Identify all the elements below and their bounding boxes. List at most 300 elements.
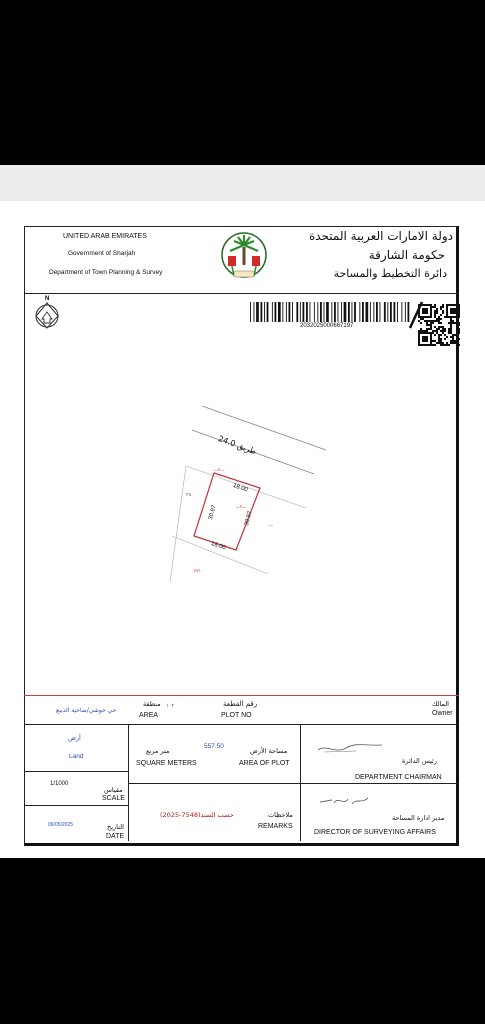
qr-module [430, 306, 432, 308]
qr-module [434, 334, 436, 336]
qr-module [440, 340, 442, 342]
area-ar-label: منطقة [143, 700, 161, 708]
qr-module [458, 316, 460, 318]
qr-module [422, 344, 424, 346]
qr-module [426, 308, 428, 310]
qr-module [420, 344, 422, 346]
barcode-bar [289, 302, 291, 322]
government-en: Government of Sharjah [68, 250, 136, 257]
qr-module [434, 330, 436, 332]
qr-module [428, 328, 430, 330]
qr-module [442, 304, 444, 306]
remarks-en-label: REMARKS [258, 823, 293, 830]
qr-module [430, 332, 432, 334]
government-ar: حكومة الشارقة [368, 248, 445, 262]
qr-module [452, 340, 454, 342]
qr-module [444, 316, 446, 318]
qr-module [446, 344, 448, 346]
qr-module [438, 334, 440, 336]
qr-module [444, 338, 446, 340]
remarks-ar-label: ملاحظات [268, 811, 293, 819]
qr-module [450, 336, 452, 338]
header-divider [24, 293, 459, 294]
qr-module [454, 322, 456, 324]
barcode-bar [250, 302, 251, 322]
qr-module [458, 344, 460, 346]
sharjah-emblem-icon [218, 229, 270, 285]
barcode-bar [326, 302, 329, 322]
dimension-top: 18.00 [232, 483, 249, 494]
qr-module [432, 340, 434, 342]
qr-module [446, 306, 448, 308]
barcode-bar [286, 302, 287, 322]
qr-module [442, 330, 444, 332]
qr-module [426, 340, 428, 342]
qr-module [450, 308, 452, 310]
qr-module [456, 328, 458, 330]
qr-module [452, 310, 454, 312]
qr-module [430, 310, 432, 312]
dimension-left: 30.97 [208, 504, 218, 521]
qr-module [420, 318, 422, 320]
qr-module [424, 336, 426, 338]
qr-module [422, 312, 424, 314]
qr-module [452, 320, 454, 322]
svg-text:ٮ٠: ٮ٠ [267, 522, 273, 527]
qr-module [418, 308, 420, 310]
qr-module [446, 310, 448, 312]
barcode-bar [256, 302, 259, 322]
barcode-bar [261, 302, 263, 322]
middle-divider [128, 783, 300, 784]
sqm-en-label: SQUARE METERS [136, 760, 197, 767]
qr-module [418, 316, 420, 318]
area-of-plot-value: 557.50 [204, 743, 224, 750]
qr-module [424, 340, 426, 342]
barcode-bar [341, 302, 342, 322]
barcode-bar [338, 302, 339, 322]
country-en: UNITED ARAB EMIRATES [63, 233, 147, 240]
qr-module [424, 310, 426, 312]
qr-module [428, 316, 430, 318]
qr-module [422, 304, 424, 306]
scale-top-divider [24, 771, 128, 772]
qr-module [456, 316, 458, 318]
qr-module [420, 328, 422, 330]
qr-module [438, 316, 440, 318]
qr-module [430, 336, 432, 338]
qr-module [438, 342, 440, 344]
qr-module [418, 344, 420, 346]
qr-module [420, 304, 422, 306]
date-top-divider [24, 805, 128, 806]
qr-module [422, 336, 424, 338]
qr-module [418, 332, 420, 334]
chairman-ar-label: رئيس الدائرة [402, 757, 438, 765]
barcode-bar [267, 302, 269, 322]
qr-module [452, 308, 454, 310]
qr-module [430, 316, 432, 318]
remarks-value: حسب السند(7548-2025) [160, 811, 234, 819]
qr-module [450, 330, 452, 332]
qr-module [430, 342, 432, 344]
qr-module [452, 312, 454, 314]
qr-module [448, 328, 450, 330]
qr-module [458, 324, 460, 326]
qr-module [442, 332, 444, 334]
qr-module [438, 320, 440, 322]
qr-module [432, 320, 434, 322]
qr-module [458, 310, 460, 312]
qr-module [426, 310, 428, 312]
qr-module [438, 336, 440, 338]
barcode-bar [303, 302, 305, 322]
qr-module [422, 310, 424, 312]
department-en: Department of Town Planning & Survey [49, 269, 163, 276]
qr-module [424, 316, 426, 318]
area-code: ١٠٢ [166, 703, 175, 709]
qr-module [420, 332, 422, 334]
qr-module [430, 324, 432, 326]
qr-module [454, 308, 456, 310]
qr-module [440, 322, 442, 324]
qr-module [440, 314, 442, 316]
qr-module [452, 336, 454, 338]
qr-module [434, 326, 436, 328]
qr-module [418, 304, 420, 306]
qr-module [420, 322, 422, 324]
barcode-bar [278, 302, 281, 322]
svg-text:ٮ٣ٮ: ٮ٣ٮ [236, 504, 246, 509]
qr-module [444, 328, 446, 330]
qr-module [458, 328, 460, 330]
qr-module [452, 316, 454, 318]
qr-module [420, 316, 422, 318]
qr-module [430, 314, 432, 316]
scale-ar-label: مقياس [104, 786, 123, 794]
qr-module [418, 312, 420, 314]
qr-module [454, 334, 456, 336]
date-ar-label: التاريخ [107, 823, 124, 831]
qr-module [422, 340, 424, 342]
qr-module [418, 336, 420, 338]
qr-module [458, 308, 460, 310]
qr-module [446, 314, 448, 316]
qr-module [446, 304, 448, 306]
qr-module [430, 312, 432, 314]
barcode-bar [300, 302, 301, 322]
land-type-ar: أرض [68, 734, 81, 742]
qr-module [448, 322, 450, 324]
qr-module [438, 338, 440, 340]
qr-module [440, 330, 442, 332]
qr-module [426, 324, 428, 326]
qr-module [444, 344, 446, 346]
qr-module [436, 342, 438, 344]
qr-module [444, 330, 446, 332]
qr-module [422, 308, 424, 310]
qr-module [448, 330, 450, 332]
qr-module [438, 326, 440, 328]
qr-module [430, 320, 432, 322]
qr-module [424, 344, 426, 346]
qr-module [422, 332, 424, 334]
qr-module [430, 340, 432, 342]
qr-module [440, 342, 442, 344]
qr-module [448, 344, 450, 346]
barcode-bar [362, 302, 364, 322]
qr-module [426, 336, 428, 338]
qr-module [428, 344, 430, 346]
qr-module [450, 326, 452, 328]
qr-module [452, 342, 454, 344]
qr-module [426, 312, 428, 314]
qr-module [418, 342, 420, 344]
qr-module [450, 322, 452, 324]
plot-no-ar-label: رقم القطعة [223, 700, 258, 708]
qr-module [440, 306, 442, 308]
qr-module [448, 316, 450, 318]
chairman-bottom-divider [300, 783, 459, 784]
qr-module [450, 310, 452, 312]
qr-module [426, 304, 428, 306]
qr-module [418, 334, 420, 336]
qr-module [452, 304, 454, 306]
plot-plan [24, 406, 354, 606]
svg-text:N: N [45, 296, 50, 302]
barcode-bar [292, 302, 293, 322]
qr-module [452, 338, 454, 340]
director-ar-label: مدير ادارة المساحة [392, 814, 445, 822]
qr-module [430, 326, 432, 328]
qr-module [428, 324, 430, 326]
qr-module [456, 320, 458, 322]
qr-module [458, 304, 460, 306]
document-sheet [0, 201, 485, 858]
owner-en-label: Owner [432, 710, 453, 717]
qr-module [430, 328, 432, 330]
barcode-bar [264, 302, 265, 322]
qr-module [424, 304, 426, 306]
qr-module [430, 322, 432, 324]
qr-module [446, 312, 448, 314]
qr-module [446, 316, 448, 318]
qr-module [456, 304, 458, 306]
qr-module [454, 304, 456, 306]
qr-module [458, 332, 460, 334]
owner-ar-label: المالك [432, 700, 449, 708]
barcode-bar [384, 302, 386, 322]
qr-module [440, 338, 442, 340]
qr-module [426, 332, 428, 334]
qr-module [458, 306, 460, 308]
barcode-bar [370, 302, 371, 322]
qr-module [432, 330, 434, 332]
barcode-icon [250, 302, 410, 322]
qr-module [424, 338, 426, 340]
qr-module [442, 326, 444, 328]
qr-module [422, 330, 424, 332]
qr-module [446, 342, 448, 344]
qr-module [448, 332, 450, 334]
qr-module [442, 306, 444, 308]
qr-module [434, 314, 436, 316]
qr-module [424, 308, 426, 310]
barcode-bar [272, 302, 273, 322]
qr-module [436, 310, 438, 312]
qr-module [420, 330, 422, 332]
qr-module [434, 344, 436, 346]
sqm-ar-label: متر مربع [146, 747, 170, 755]
qr-module [442, 342, 444, 344]
qr-module [418, 340, 420, 342]
qr-module [418, 320, 420, 322]
qr-module [442, 328, 444, 330]
qr-module [454, 340, 456, 342]
qr-module [458, 330, 460, 332]
qr-module [450, 324, 452, 326]
qr-module [436, 308, 438, 310]
qr-module [418, 314, 420, 316]
qr-module [428, 304, 430, 306]
qr-module [458, 314, 460, 316]
barcode-bar [310, 302, 311, 322]
barcode-bar [397, 302, 398, 322]
qr-module [458, 338, 460, 340]
qr-module [450, 304, 452, 306]
barcode-bar [401, 302, 402, 322]
qr-module [436, 318, 438, 320]
dimension-right: 30.97 [244, 510, 254, 527]
area-value: حي حوشي/ضاحية الذيبع [56, 707, 117, 714]
barcode-bar [394, 302, 396, 322]
barcode-bar [348, 302, 350, 322]
qr-module [424, 332, 426, 334]
qr-module [430, 344, 432, 346]
qr-module [452, 334, 454, 336]
qr-module [438, 322, 440, 324]
qr-module [422, 318, 424, 320]
barcode-bar [331, 302, 332, 322]
barcode-bar [275, 302, 277, 322]
qr-module [432, 306, 434, 308]
qr-module [452, 322, 454, 324]
barcode-bar [376, 302, 378, 322]
area-en-label: AREA [139, 712, 159, 719]
qr-module [434, 304, 436, 306]
qr-module [434, 310, 436, 312]
qr-module [450, 342, 452, 344]
qr-module [434, 306, 436, 308]
qr-module [450, 340, 452, 342]
svg-text:٣٥٦٠: ٣٥٦٠ [194, 568, 203, 573]
qr-module [458, 322, 460, 324]
qr-module [438, 340, 440, 342]
north-arrow-icon [30, 294, 66, 334]
qr-module [424, 320, 426, 322]
qr-module [430, 308, 432, 310]
qr-module [440, 326, 442, 328]
barcode-bar [354, 302, 356, 322]
director-signature-icon [318, 794, 378, 808]
barcode-bar [359, 302, 360, 322]
qr-module [426, 322, 428, 324]
qr-module [450, 328, 452, 330]
area-of-plot-en-label: AREA OF PLOT [239, 760, 290, 767]
qr-module [440, 334, 442, 336]
table-top-divider [24, 695, 459, 696]
qr-module [418, 306, 420, 308]
barcode-bar [334, 302, 336, 322]
qr-module [422, 338, 424, 340]
barcode-bar [344, 302, 347, 322]
qr-module [430, 338, 432, 340]
area-of-plot-ar-label: مساحة الأرض [250, 747, 288, 755]
barcode-bar [282, 302, 283, 322]
qr-module [418, 338, 420, 340]
svg-text:٢٨: ٢٨ [186, 492, 192, 498]
barcode-bar [390, 302, 392, 322]
qr-module [434, 312, 436, 314]
barcode-bar [380, 302, 381, 322]
qr-module [450, 320, 452, 322]
qr-module [428, 332, 430, 334]
date-value: 09/05/2025 [48, 822, 74, 828]
qr-module [436, 320, 438, 322]
qr-module [442, 310, 444, 312]
barcode-bar [306, 302, 308, 322]
qr-module [426, 316, 428, 318]
qr-module [444, 334, 446, 336]
plot-no-en-label: PLOT NO [221, 712, 252, 719]
chairman-en-label: DEPARTMENT CHAIRMAN [355, 774, 442, 781]
barcode-bar [317, 302, 318, 322]
qr-module [454, 312, 456, 314]
qr-module [426, 338, 428, 340]
qr-module [436, 330, 438, 332]
barcode-bar [324, 302, 325, 322]
qr-module [454, 342, 456, 344]
qr-module [458, 312, 460, 314]
qr-module [426, 330, 428, 332]
qr-code-icon [418, 300, 460, 348]
qr-module [436, 328, 438, 330]
qr-module [450, 316, 452, 318]
svg-text:ٮ٣ٮ٠: ٮ٣ٮ٠ [212, 467, 224, 472]
qr-module [434, 316, 436, 318]
scale-en-label: SCALE [102, 795, 125, 802]
table-row1-divider [24, 724, 459, 725]
qr-module [428, 320, 430, 322]
qr-module [442, 344, 444, 346]
qr-module [454, 316, 456, 318]
qr-module [440, 318, 442, 320]
land-type-en: Land [69, 753, 84, 760]
qr-module [426, 328, 428, 330]
barcode-bar [352, 302, 353, 322]
barcode-bar [320, 302, 322, 322]
qr-module [418, 310, 420, 312]
qr-module [446, 336, 448, 338]
qr-module [440, 344, 442, 346]
qr-module [430, 304, 432, 306]
qr-module [436, 312, 438, 314]
qr-module [450, 318, 452, 320]
qr-module [454, 310, 456, 312]
barcode-bar [254, 302, 255, 322]
barcode-bar [405, 302, 406, 322]
qr-module [450, 312, 452, 314]
